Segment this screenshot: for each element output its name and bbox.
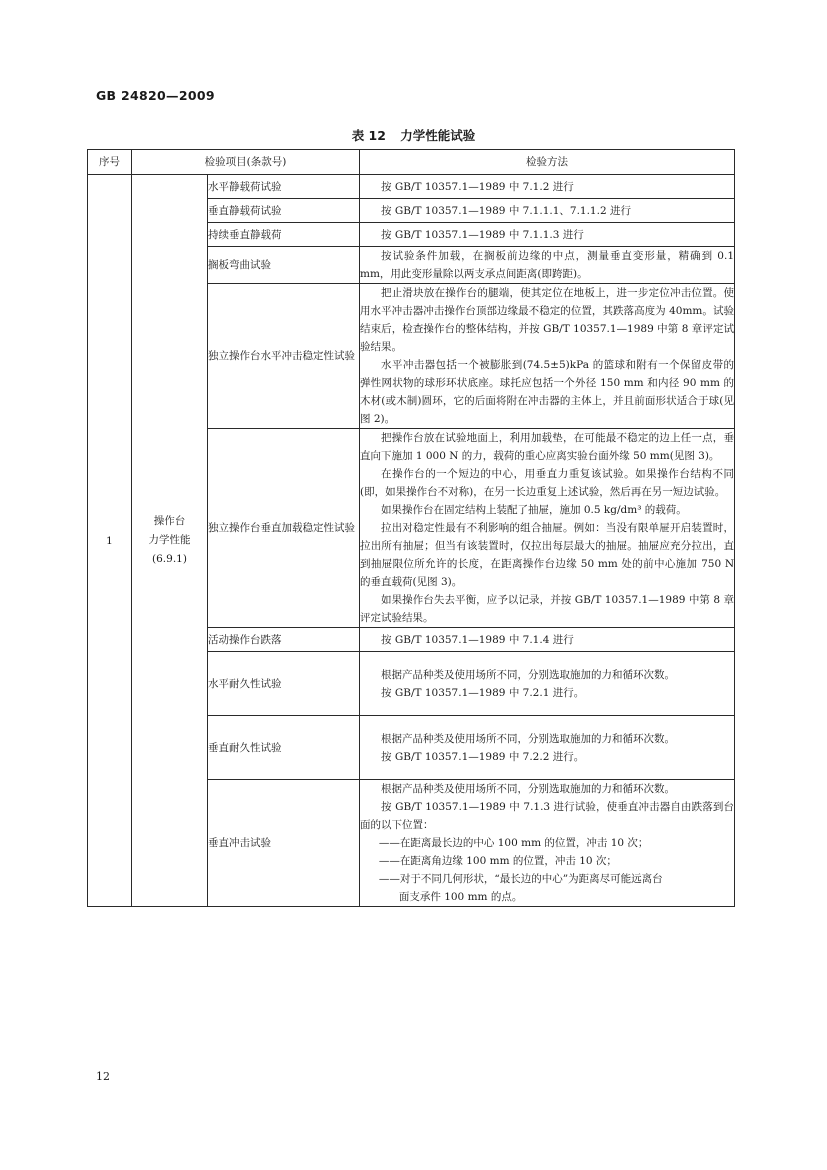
item-cell: 活动操作台跌落 <box>208 628 360 652</box>
method-paragraph: 根据产品种类及使用场所不同，分别选取施加的力和循环次数。 <box>381 783 676 795</box>
method-cell <box>360 284 735 429</box>
method-paragraph: 按 GB/T 10357.1—1989 中 7.1.2 进行 <box>381 180 574 193</box>
item-cell: 垂直静载荷试验 <box>208 199 360 223</box>
table-header-row <box>88 150 735 175</box>
category-cell <box>132 175 208 907</box>
item-cell: 独立操作台水平冲击稳定性试验 <box>208 284 360 429</box>
method-cell <box>360 716 735 780</box>
method-paragraph: 按 GB/T 10357.1—1989 中 7.1.1.1、7.1.1.2 进行 <box>381 204 631 217</box>
page-number: 12 <box>96 1070 110 1083</box>
table-caption-title: 力学性能试验 <box>400 128 476 143</box>
method-cell <box>360 199 735 223</box>
method-cell <box>360 429 735 628</box>
column-header-method: 检验方法 <box>360 150 735 175</box>
item-cell: 垂直冲击试验 <box>208 780 360 907</box>
mechanical-tests-table <box>87 149 735 907</box>
method-paragraph: 水平冲击器包括一个被膨胀到(74.5±5)kPa 的篮球和附有一个保留皮带的弹性网状物的球形环状底座。球托应包括一个外径 150 mm 和内径 90 mm 的木材(或木制)圆环，它的后面将附在冲击器的主体上，并且前面形状适合于球(见图 2)。 <box>360 359 735 425</box>
method-paragraph: 把操作台放在试验地面上，利用加载垫，在可能最不稳定的边上任一点，垂直向下施加 1 000 N 的力，载荷的重心应离实验台面外缘 50 mm(见图 3)。 <box>360 432 735 462</box>
category-name-2: 力学性能 <box>148 534 191 546</box>
table-caption-number: 表 12 <box>351 128 386 143</box>
column-header-seq: 序号 <box>88 150 132 175</box>
method-paragraph: 如果操作台失去平衡，应予以记录，并按 GB/T 10357.1—1989 中第 8 章评定试验结果。 <box>360 594 735 624</box>
category-name: 操作台 <box>153 515 186 527</box>
method-paragraph: 在操作台的一个短边的中心，用垂直力重复该试验。如果操作台结构不同(即，如果操作台不对称)，在另一长边重复上述试验，然后再在另一短边试验。 <box>360 468 735 498</box>
method-cell <box>360 780 735 907</box>
table-row <box>88 175 735 199</box>
method-paragraph: 按 GB/T 10357.1—1989 中 7.1.4 进行 <box>381 633 574 646</box>
method-paragraph: 按 GB/T 10357.1—1989 中 7.2.2 进行。 <box>381 750 585 763</box>
item-cell: 搁板弯曲试验 <box>208 247 360 284</box>
method-paragraph: 拉出对稳定性最有不利影响的组合抽屉。例如：当没有限单屉开启装置时，拉出所有抽屉；但当有该装置时，仅拉出每层最大的抽屉。抽屉应充分拉出，直到抽屉限位所允许的长度，在距离操作台边缘 50 mm 处的前中心施加 750 N 的垂直载荷(见图 3)。 <box>360 522 735 588</box>
method-paragraph: 如果操作台在固定结构上装配了抽屉，施加 0.5 kg/dm³ 的载荷。 <box>381 504 687 516</box>
method-paragraph: 根据产品种类及使用场所不同，分别选取施加的力和循环次数。 <box>381 668 676 681</box>
standard-number: GB 24820—2009 <box>96 88 215 103</box>
dash-list-item: ——对于不同几何形状，“最长边的中心”为距离尽可能远离台 <box>378 873 663 885</box>
dash-list-item: ——在距离角边缘 100 mm 的位置，冲击 10 次； <box>378 855 617 867</box>
method-paragraph: 按 GB/T 10357.1—1989 中 7.1.1.3 进行 <box>381 228 584 241</box>
column-header-item: 检验项目(条款号) <box>132 150 360 175</box>
table-caption <box>0 126 827 144</box>
item-cell: 水平耐久性试验 <box>208 652 360 716</box>
seq-cell: 1 <box>88 175 132 907</box>
item-cell: 垂直耐久性试验 <box>208 716 360 780</box>
dash-list-continuation: 面支承件 100 mm 的点。 <box>398 891 523 903</box>
method-paragraph: 按试验条件加载，在搁板前边缘的中点，测量垂直变形量，精确到 0.1 mm，用此变形量除以两支承点间距离(即跨距)。 <box>360 250 735 280</box>
category-clause: (6.9.1) <box>152 553 187 565</box>
method-paragraph: 根据产品种类及使用场所不同，分别选取施加的力和循环次数。 <box>381 732 676 745</box>
method-cell <box>360 223 735 247</box>
method-cell <box>360 247 735 284</box>
method-cell <box>360 175 735 199</box>
method-paragraph: 按 GB/T 10357.1—1989 中 7.1.3 进行试验，使垂直冲击器自由跌落到台面的以下位置： <box>360 801 735 831</box>
method-cell <box>360 652 735 716</box>
item-cell: 独立操作台垂直加载稳定性试验 <box>208 429 360 628</box>
method-paragraph: 按 GB/T 10357.1—1989 中 7.2.1 进行。 <box>381 686 585 699</box>
method-paragraph: 把止滑块放在操作台的腿端，使其定位在地板上，进一步定位冲击位置。使用水平冲击器冲击操作台顶部边缘最不稳定的位置，其跌落高度为 40mm。试验结束后，检查操作台的整体结构，并按 GB/T 10357.1—1989 中第 8 章评定试验结果。 <box>360 287 735 353</box>
item-cell: 水平静载荷试验 <box>208 175 360 199</box>
method-cell <box>360 628 735 652</box>
dash-list-item: ——在距离最长边的中心 100 mm 的位置，冲击 10 次； <box>378 837 649 849</box>
item-cell: 持续垂直静载荷 <box>208 223 360 247</box>
